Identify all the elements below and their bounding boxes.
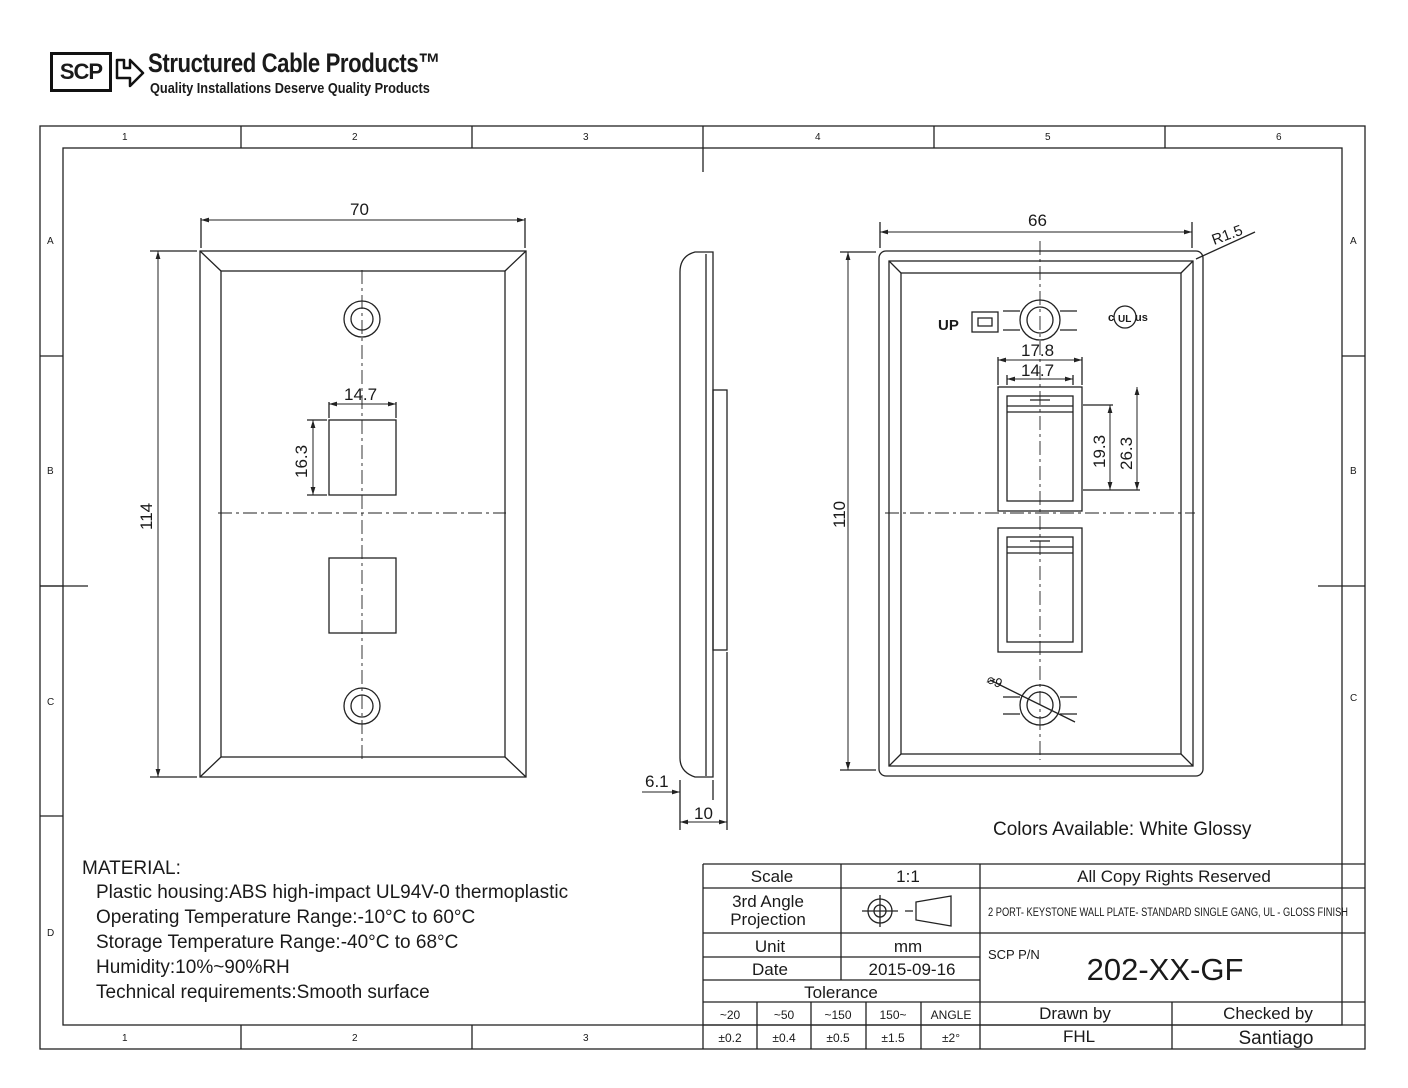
unit-value: mm — [893, 937, 923, 956]
ul-mark: UL — [1118, 314, 1132, 325]
back-inner-width-dim: 14.7 — [1021, 361, 1055, 380]
brand-tagline: Quality Installations Deserve Quality Products — [150, 80, 430, 97]
row-label: A — [1350, 236, 1357, 247]
tolerance-range: 150~ — [879, 1008, 907, 1022]
up-label: UP — [938, 317, 959, 334]
rights-text: All Copy Rights Reserved — [1077, 867, 1271, 886]
row-label: B — [47, 466, 54, 477]
material-line: Operating Temperature Range:-10°C to 60°C — [96, 907, 476, 928]
back-outer-height-dim: 26.3 — [1117, 436, 1136, 470]
back-height-dim: 110 — [830, 500, 849, 528]
tolerance-value: ±2° — [941, 1031, 961, 1045]
drawn-by-value: FHL — [1062, 1027, 1096, 1046]
scale-label: Scale — [750, 867, 794, 886]
material-line: Humidity:10%~90%RH — [96, 957, 290, 978]
back-outer-width-dim: 17.8 — [1021, 341, 1055, 360]
row-label: A — [47, 236, 54, 247]
scale-value: 1:1 — [896, 867, 920, 886]
corner-radius-dim: R1.5 — [1209, 221, 1246, 249]
checked-by-value: Santiago — [1238, 1028, 1314, 1049]
col-label: 3 — [583, 1033, 589, 1044]
back-width-dim: 66 — [1028, 211, 1047, 230]
dimension-lines — [158, 220, 1192, 822]
tolerance-label: Tolerance — [804, 983, 878, 1002]
tolerance-table — [718, 1008, 971, 1045]
hole-diameter-dim: ⌀9 — [984, 671, 1005, 692]
side-thickness-dim: 6.1 — [645, 772, 669, 791]
pn-value: 202-XX-GF — [1086, 952, 1244, 987]
front-view — [150, 218, 526, 777]
col-label: 2 — [352, 1033, 358, 1044]
checked-by-label: Checked by — [1223, 1004, 1313, 1023]
projection-line2: Projection — [730, 910, 806, 929]
material-line: Plastic housing:ABS high-impact UL94V-0 thermoplastic — [96, 882, 569, 903]
side-depth-dim: 10 — [694, 804, 713, 823]
logo-text: SCP — [59, 59, 103, 84]
unit-label: Unit — [754, 937, 786, 956]
tolerance-value: ±1.5 — [881, 1031, 905, 1045]
part-description: 2 PORT- KEYSTONE WALL PLATE- STANDARD SINGLE GANG, UL - GLOSS FINISH — [988, 907, 1348, 919]
ul-mark-c: c — [1108, 312, 1115, 324]
back-inner-height-dim: 19.3 — [1090, 434, 1109, 468]
row-label: D — [47, 928, 55, 939]
row-label: B — [1350, 466, 1357, 477]
col-label: 4 — [815, 132, 821, 143]
tolerance-value: ±0.2 — [718, 1031, 742, 1045]
material-notes — [82, 858, 568, 1003]
pn-label: SCP P/N — [988, 947, 1040, 962]
col-label: 3 — [583, 132, 589, 143]
row-label: C — [47, 697, 55, 708]
tolerance-range: ~50 — [773, 1008, 795, 1022]
col-label: 2 — [352, 132, 358, 143]
material-line: Technical requirements:Smooth surface — [96, 982, 430, 1003]
tolerance-range: ~150 — [824, 1008, 852, 1022]
front-opening-width-dim: 14.7 — [344, 385, 378, 404]
tolerance-value: ±0.5 — [826, 1031, 850, 1045]
ul-mark-us: us — [1135, 312, 1148, 324]
material-heading: MATERIAL: — [82, 858, 181, 879]
col-label: 1 — [122, 1033, 128, 1044]
front-opening-height-dim: 16.3 — [292, 444, 311, 478]
front-height-dim: 114 — [137, 502, 156, 530]
drawn-by-label: Drawn by — [1039, 1004, 1111, 1023]
date-value: 2015-09-16 — [868, 960, 956, 979]
front-width-dim: 70 — [350, 200, 369, 219]
back-view — [840, 222, 1255, 776]
date-label: Date — [752, 960, 788, 979]
col-label: 5 — [1045, 132, 1051, 143]
material-line: Storage Temperature Range:-40°C to 68°C — [96, 932, 459, 953]
colors-available: Colors Available: White Glossy — [993, 819, 1252, 840]
tolerance-value: ±0.4 — [772, 1031, 796, 1045]
tolerance-range: ~20 — [719, 1008, 741, 1022]
col-label: 1 — [122, 132, 128, 143]
side-view — [680, 252, 727, 830]
brand-name: Structured Cable Products™ — [148, 48, 440, 78]
col-label: 6 — [1276, 132, 1282, 143]
row-label: C — [1350, 693, 1358, 704]
projection-line1: 3rd Angle — [732, 892, 804, 911]
tolerance-range: ANGLE — [930, 1008, 972, 1022]
